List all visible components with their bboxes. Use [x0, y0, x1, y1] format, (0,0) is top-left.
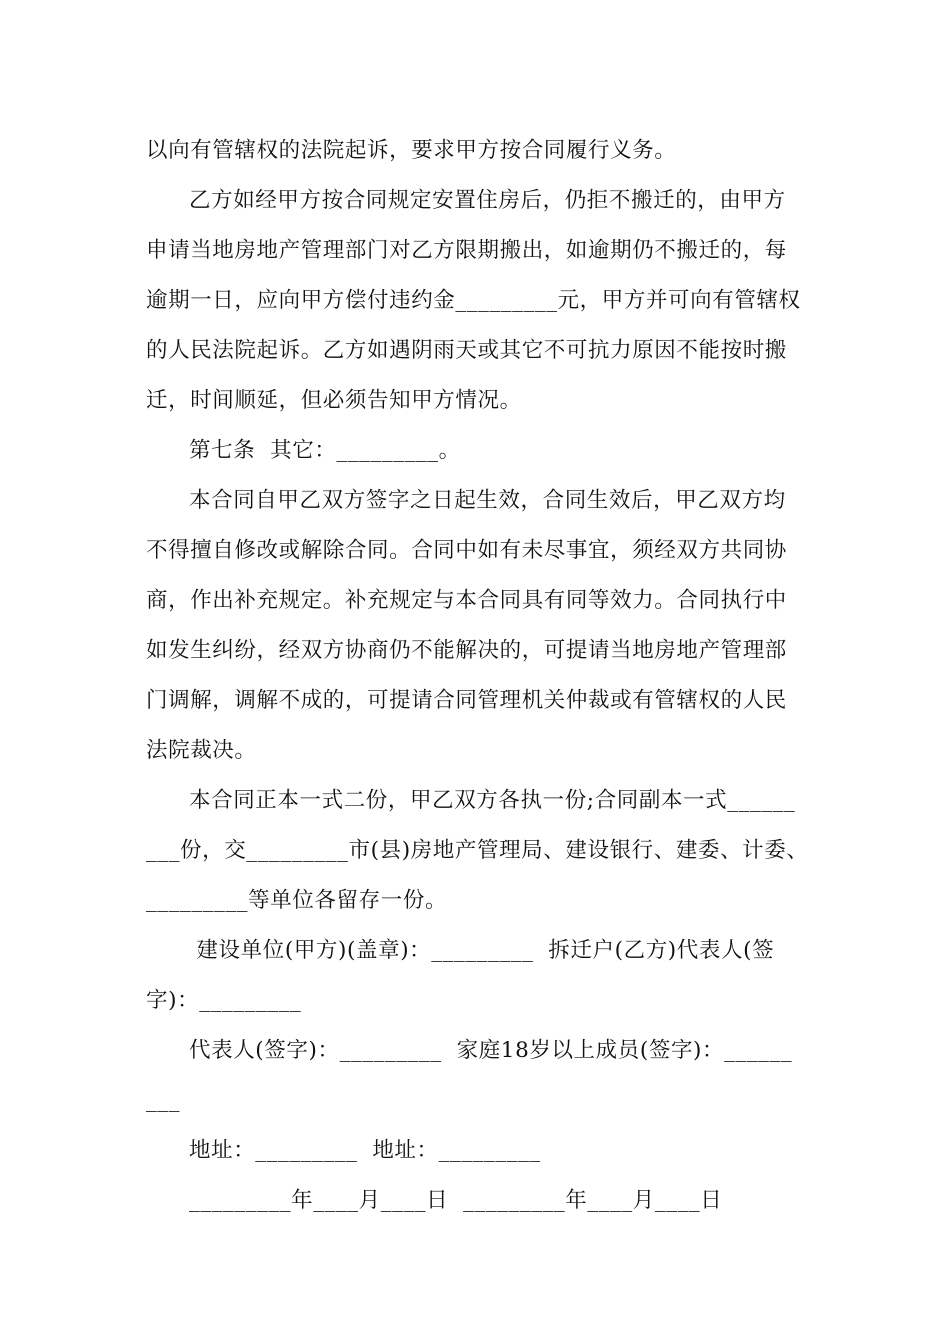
- text-line: 第七条 其它：_________。: [189, 438, 461, 463]
- text-line: 本合同正本一式二份，甲乙双方各执一份;合同副本一式______: [189, 788, 796, 813]
- text-line: _________等单位各留存一份。: [146, 888, 448, 913]
- signature-line-representative: 代表人(签字)：_________ 家庭18岁以上成员(签字)：______: [189, 1038, 793, 1063]
- text-line: 乙方如经甲方按合同规定安置住房后，仍拒不搬迁的，由甲方: [189, 188, 786, 213]
- text-line: 门调解，调解不成的，可提请合同管理机关仲裁或有管辖权的人民: [146, 688, 787, 713]
- address-line: 地址：_________ 地址：_________: [189, 1138, 541, 1163]
- text-line: 商，作出补充规定。补充规定与本合同具有同等效力。合同执行中: [146, 588, 787, 613]
- text-line: 的人民法院起诉。乙方如遇阴雨天或其它不可抗力原因不能按时搬: [146, 338, 787, 363]
- text-line: 申请当地房地产管理部门对乙方限期搬出，如逾期仍不搬迁的，每: [146, 238, 787, 263]
- date-line: _________年____月____日 _________年____月____日: [189, 1188, 723, 1213]
- text-line: ___: [146, 1088, 181, 1113]
- text-line: 本合同自甲乙双方签字之日起生效，合同生效后，甲乙双方均: [189, 488, 786, 513]
- text-line: 如发生纠纷，经双方协商仍不能解决的，可提请当地房地产管理部: [146, 638, 787, 663]
- text-line: 逾期一日，应向甲方偿付违约金_________元，甲方并可向有管辖权: [146, 288, 801, 313]
- text-line: 以向有管辖权的法院起诉，要求甲方按合同履行义务。: [146, 138, 677, 163]
- text-line: 字)：_________: [146, 988, 302, 1013]
- text-line: ___份，交_________市(县)房地产管理局、建设银行、建委、计委、: [146, 838, 809, 863]
- text-line: 不得擅自修改或解除合同。合同中如有未尽事宜，须经双方共同协: [146, 538, 787, 563]
- text-line: 迁，时间顺延，但必须告知甲方情况。: [146, 388, 522, 413]
- signature-line-party-a: 建设单位(甲方)(盖章)：_________ 拆迁户(乙方)代表人(签: [189, 938, 775, 963]
- text-line: 法院裁决。: [146, 738, 257, 763]
